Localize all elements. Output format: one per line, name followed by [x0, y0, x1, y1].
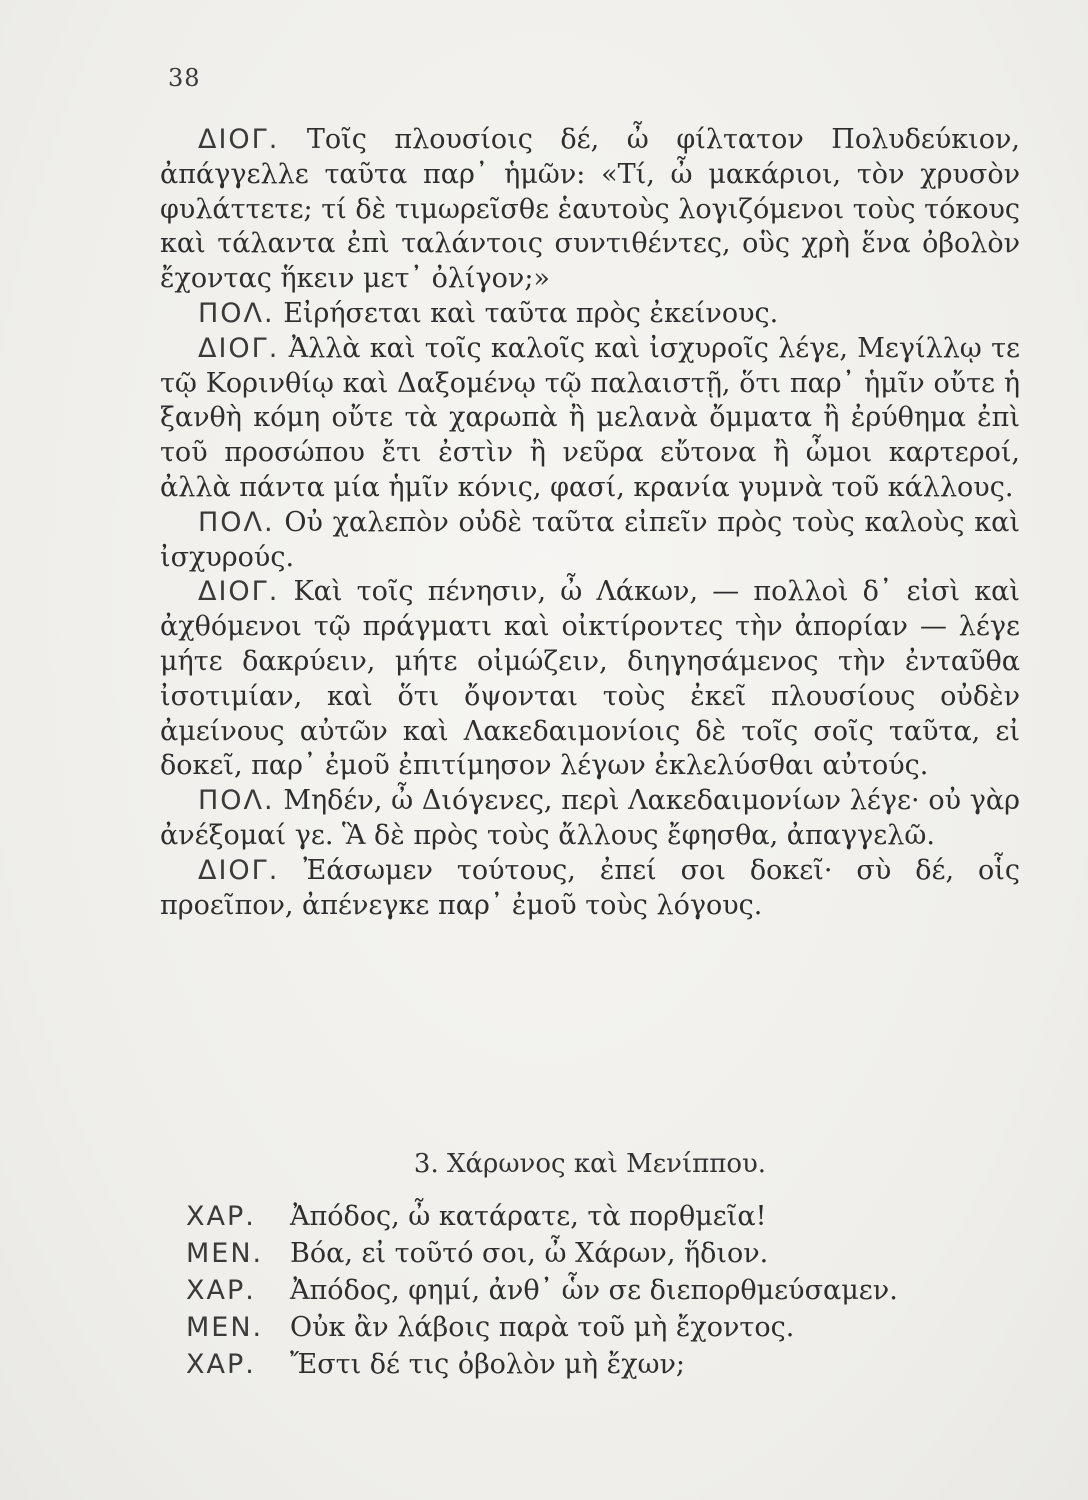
paragraph	[160, 575, 1020, 784]
paragraph-text: Μηδέν, ὦ Διόγενες, περὶ Λακεδαιμονίων λέγε· οὐ γὰρ ἀνέξομαί γε. Ἃ δὲ πρὸς τοὺς ἄλλους ἔφησθα, ἀπαγγελῶ.	[160, 785, 1020, 851]
speaker-label: ΜΕΝ.	[186, 1238, 264, 1269]
dialogue-text: Ἀπόδος, ὦ κατάρατε, τὰ πορθμεῖα!	[290, 1201, 767, 1232]
dialogue-text: Ἔστι δέ τις ὀβολὸν μὴ ἔχων;	[290, 1349, 685, 1380]
page-number: 38	[168, 64, 201, 92]
speaker-label: ΔΙΟΓ.	[198, 576, 280, 608]
speaker-label: ΧΑΡ.	[186, 1275, 256, 1306]
dialogue-line	[186, 1346, 1006, 1383]
speaker-label: ΧΑΡ.	[186, 1349, 256, 1380]
paragraph-text: Οὐ χαλεπὸν οὐδὲ ταῦτα εἰπεῖν πρὸς τοὺς καλοὺς καὶ ἰσχυρούς.	[160, 506, 1020, 573]
main-text-block	[160, 123, 1020, 923]
speaker-label: ΜΕΝ.	[186, 1312, 264, 1343]
dialogue-text: Οὐκ ἂν λάβοις παρὰ τοῦ μὴ ἔχοντος.	[290, 1312, 795, 1343]
dialogue-line	[186, 1272, 1006, 1309]
paragraph	[160, 123, 1020, 297]
dialogue-block	[186, 1198, 1006, 1383]
dialogue-line	[186, 1235, 1006, 1272]
paragraph	[160, 854, 1020, 924]
paragraph-text: Ἀλλὰ καὶ τοῖς καλοῖς καὶ ἰσχυροῖς λέγε, Μεγίλλῳ τε τῷ Κορινθίῳ καὶ Δαξομένῳ τῷ παλαιστῇ, ὅτι παρ᾽ ἡμῖν οὔτε ἡ ξανθὴ κόμη οὔτε τὰ χαρωπὰ ἢ μελανὰ ὄμματα ἢ ἐρύθημα ἐπὶ τοῦ προσώπου ἔτι ἐστὶν ἢ νεῦρα εὔτονα ἢ ὦμοι καρτεροί, ἀλλὰ πάντα μία ἡμῖν κόνις, φασί, κρανία γυμνὰ τοῦ κάλλους.	[160, 332, 1020, 503]
speaker-label: ΠΟΛ.	[198, 785, 275, 817]
paragraph	[160, 332, 1020, 506]
speaker-label: ΠΟΛ.	[198, 506, 275, 538]
paragraph	[160, 506, 1020, 576]
dialogue-line	[186, 1309, 1006, 1346]
section-heading: 3. Χάρωνος καὶ Μενίππου.	[413, 1149, 767, 1179]
dialogue-line	[186, 1198, 1006, 1235]
paragraph-text: Ἐάσωμεν τούτους, ἐπεί σοι δοκεῖ· σὺ δέ, οἷς προεῖπον, ἀπένεγκε παρ᾽ ἐμοῦ τοὺς λόγους.	[160, 854, 1020, 921]
dialogue-text: Ἀπόδος, φημί, ἀνθ᾽ ὧν σε διεπορθμεύσαμεν.	[290, 1275, 898, 1306]
paragraph-text: Καὶ τοῖς πένησιν, ὦ Λάκων, — πολλοὶ δ᾽ εἰσὶ καὶ ἀχθόμενοι τῷ πράγματι καὶ οἰκτίροντες τὴν ἀπορίαν — λέγε μήτε δακρύειν, μήτε οἰμώζειν, διηγησάμενος τὴν ἐνταῦθα ἰσοτιμίαν, καὶ ὅτι ὄψονται τοὺς ἐκεῖ πλουσίους οὐδὲν ἀμείνους αὐτῶν καὶ Λακεδαιμονίοις δὲ τοῖς σοῖς ταῦτα, εἰ δοκεῖ, παρ᾽ ἐμοῦ ἐπιτίμησον λέγων ἐκλελύσθαι αὐτούς.	[160, 576, 1020, 782]
paragraph-text: Τοῖς πλουσίοις δέ, ὦ φίλτατον Πολυδεύκιον, ἀπάγγελλε ταῦτα παρ᾽ ἡμῶν: «Τί, ὦ μακάριοι, τὸν χρυσὸν φυλάττετε; τί δὲ τιμωρεῖσθε ἑαυτοὺς λογιζόμενοι τοὺς τόκους καὶ τάλαντα ἐπὶ ταλάντοις συντιθέντες, οὓς χρὴ ἕνα ὀβολὸν ἔχοντας ἥκειν μετ᾽ ὀλίγον;»	[160, 124, 1020, 295]
speaker-label: ΔΙΟΓ.	[198, 332, 280, 364]
speaker-label: ΧΑΡ.	[186, 1201, 256, 1232]
dialogue-text: Βόα, εἰ τοῦτό σοι, ὦ Χάρων, ἥδιον.	[290, 1238, 769, 1269]
speaker-label: ΔΙΟΓ.	[198, 854, 280, 886]
speaker-label: ΔΙΟΓ.	[198, 124, 280, 155]
paragraph	[160, 297, 1020, 332]
speaker-label: ΠΟΛ.	[198, 297, 275, 329]
paragraph-text: Εἰρήσεται καὶ ταῦτα πρὸς ἐκείνους.	[283, 297, 779, 329]
paragraph	[160, 784, 1020, 854]
